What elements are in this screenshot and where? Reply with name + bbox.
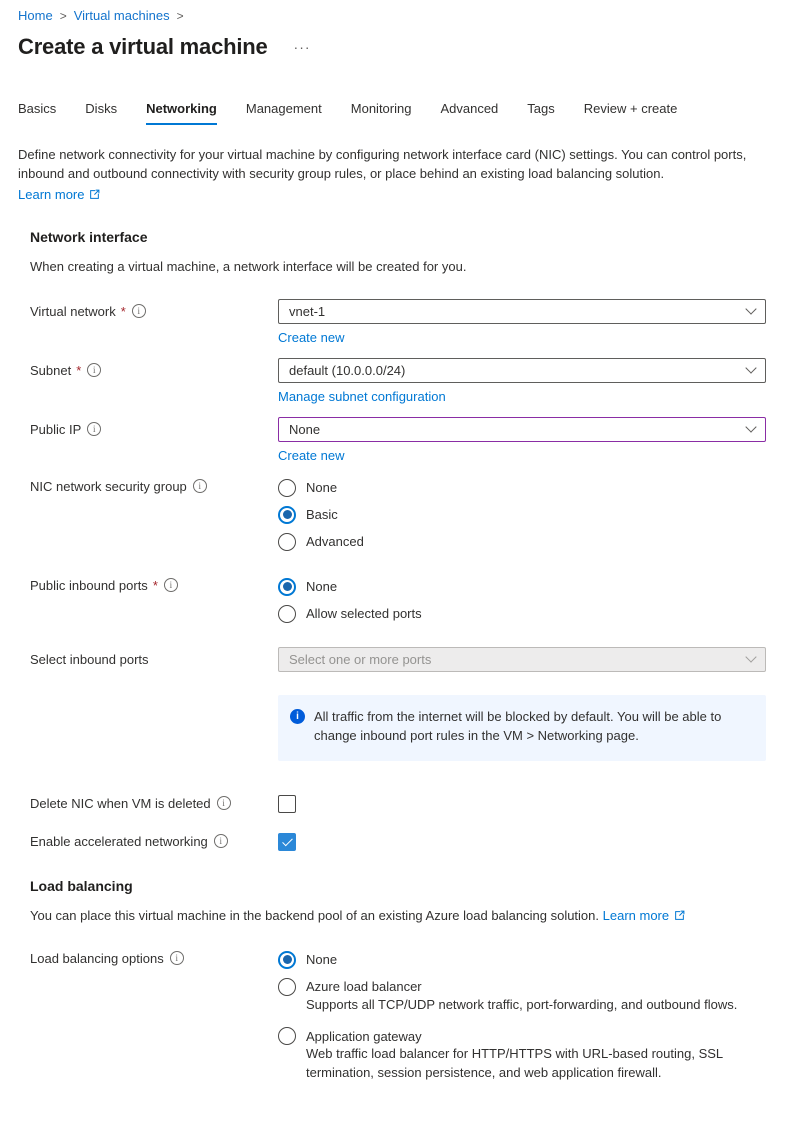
wizard-tabs [18, 101, 785, 125]
load-balancing-description-text: You can place this virtual machine in the backend pool of an existing Azure load balancing solution. [30, 907, 600, 923]
public-inbound-ports-label: Public inbound ports [30, 577, 148, 593]
radio-label: Advanced [306, 534, 364, 550]
breadcrumb-virtual-machines[interactable]: Virtual machines [73, 8, 170, 23]
field-accelerated-networking [30, 833, 785, 851]
tab-tags[interactable]: Tags [527, 101, 555, 116]
radio-label: None [306, 579, 338, 595]
radio-icon [278, 578, 296, 596]
radio-label: None [306, 480, 338, 496]
info-icon[interactable] [132, 304, 146, 318]
info-icon[interactable] [170, 951, 184, 965]
required-asterisk: * [120, 303, 126, 319]
radio-label: Application gateway [306, 1028, 422, 1044]
tab-networking[interactable]: Networking [146, 101, 217, 125]
tab-basics[interactable]: Basics [18, 101, 57, 116]
tab-management[interactable]: Management [245, 101, 322, 116]
info-box-row [30, 690, 785, 761]
radio-icon [278, 951, 296, 969]
public-ip-label: Public IP [30, 421, 82, 437]
lb-option-none[interactable] [278, 951, 766, 969]
breadcrumb-home[interactable]: Home [18, 8, 53, 23]
load-balancing-form [30, 948, 785, 1093]
subnet-dropdown[interactable] [278, 358, 766, 383]
field-subnet [30, 358, 785, 404]
tab-description: Define network connectivity for your virtual machine by configuring network interface card (NIC) settings. You can control ports, inbound and outbound connectivity with security group rules, or place behind an existing load balancing solution. [18, 147, 747, 181]
info-box-text: All traffic from the internet will be blocked by default. You will be able to change inbound port rules in the VM > Networking page. [314, 708, 722, 743]
field-virtual-network [30, 299, 785, 345]
info-icon[interactable] [87, 422, 101, 436]
public-ip-create-new-link[interactable]: Create new [278, 447, 345, 463]
nic-nsg-option-none[interactable] [278, 479, 766, 497]
page-title: Create a virtual machine [18, 34, 268, 59]
lb-option-azure-load-balancer-description: Supports all TCP/UDP network traffic, port-forwarding, and outbound flows. [306, 996, 738, 1012]
delete-nic-checkbox[interactable] [278, 795, 296, 813]
nic-nsg-option-basic[interactable] [278, 506, 766, 524]
load-balancing-description [30, 907, 785, 925]
field-public-inbound-ports [30, 575, 785, 632]
radio-label: Allow selected ports [306, 606, 422, 622]
field-delete-nic [30, 795, 785, 813]
select-inbound-ports-placeholder: Select one or more ports [289, 651, 432, 667]
breadcrumb-separator: > [59, 8, 67, 23]
nic-nsg-label: NIC network security group [30, 478, 187, 494]
field-load-balancing-options [30, 948, 785, 1093]
virtual-network-create-new-link[interactable]: Create new [278, 329, 345, 345]
chevron-down-icon [745, 304, 756, 315]
info-icon[interactable] [87, 363, 101, 377]
breadcrumb-separator: > [176, 8, 184, 23]
tab-review-create[interactable]: Review + create [583, 101, 678, 116]
tab-disks[interactable]: Disks [85, 101, 118, 116]
public-inbound-ports-option-none[interactable] [278, 578, 766, 596]
select-inbound-ports-label: Select inbound ports [30, 651, 149, 667]
radio-icon [278, 978, 296, 996]
required-asterisk: * [152, 577, 158, 593]
field-select-inbound-ports [30, 647, 785, 672]
lb-option-azure-load-balancer[interactable] [278, 978, 766, 996]
breadcrumb [18, 8, 785, 23]
info-icon[interactable] [164, 578, 178, 592]
radio-icon [278, 533, 296, 551]
manage-subnet-configuration-link[interactable]: Manage subnet configuration [278, 388, 446, 404]
info-icon[interactable] [217, 796, 231, 810]
learn-more-label: Learn more [18, 186, 85, 202]
more-actions-icon[interactable]: ··· [293, 39, 311, 55]
external-link-icon [674, 910, 685, 921]
nic-nsg-option-advanced[interactable] [278, 533, 766, 551]
chevron-down-icon [745, 422, 756, 433]
info-icon[interactable] [214, 834, 228, 848]
tab-advanced[interactable]: Advanced [440, 101, 499, 116]
field-nic-nsg [30, 476, 785, 560]
radio-icon [278, 479, 296, 497]
lb-option-application-gateway[interactable] [278, 1027, 766, 1045]
radio-label: None [306, 952, 338, 968]
radio-label: Azure load balancer [306, 979, 422, 995]
load-balancing-options-label: Load balancing options [30, 950, 164, 966]
virtual-network-label: Virtual network [30, 303, 116, 319]
chevron-down-icon [745, 652, 756, 663]
subnet-label: Subnet [30, 362, 72, 378]
external-link-icon [89, 189, 100, 200]
section-heading-network-interface: Network interface [30, 228, 148, 245]
lb-option-application-gateway-description: Web traffic load balancer for HTTP/HTTPS with URL-based routing, SSL termination, session persistence, and web application firewall. [306, 1046, 723, 1080]
tab-monitoring[interactable]: Monitoring [350, 101, 412, 116]
accelerated-networking-label: Enable accelerated networking [30, 833, 208, 849]
virtual-network-dropdown[interactable] [278, 299, 766, 324]
field-public-ip [30, 417, 785, 463]
info-box [278, 695, 766, 761]
radio-icon [278, 506, 296, 524]
info-icon[interactable] [193, 479, 207, 493]
public-ip-value: None [289, 421, 321, 437]
public-ip-dropdown[interactable] [278, 417, 766, 442]
network-interface-description: When creating a virtual machine, a network interface will be created for you. [30, 258, 467, 274]
virtual-network-value: vnet-1 [289, 303, 326, 319]
delete-nic-label: Delete NIC when VM is deleted [30, 795, 211, 811]
radio-icon [278, 1027, 296, 1045]
learn-more-link[interactable] [18, 187, 100, 202]
subnet-value: default (10.0.0.0/24) [289, 362, 406, 378]
radio-label: Basic [306, 507, 338, 523]
load-balancing-learn-more-link[interactable] [603, 907, 685, 925]
chevron-down-icon [745, 363, 756, 374]
learn-more-label: Learn more [602, 907, 670, 923]
accelerated-networking-checkbox[interactable] [278, 833, 296, 851]
radio-icon [278, 605, 296, 623]
required-asterisk: * [76, 362, 82, 378]
info-filled-icon [290, 709, 305, 724]
section-heading-load-balancing: Load balancing [30, 877, 133, 894]
public-inbound-ports-option-allow-selected[interactable] [278, 605, 766, 623]
select-inbound-ports-dropdown [278, 647, 766, 672]
